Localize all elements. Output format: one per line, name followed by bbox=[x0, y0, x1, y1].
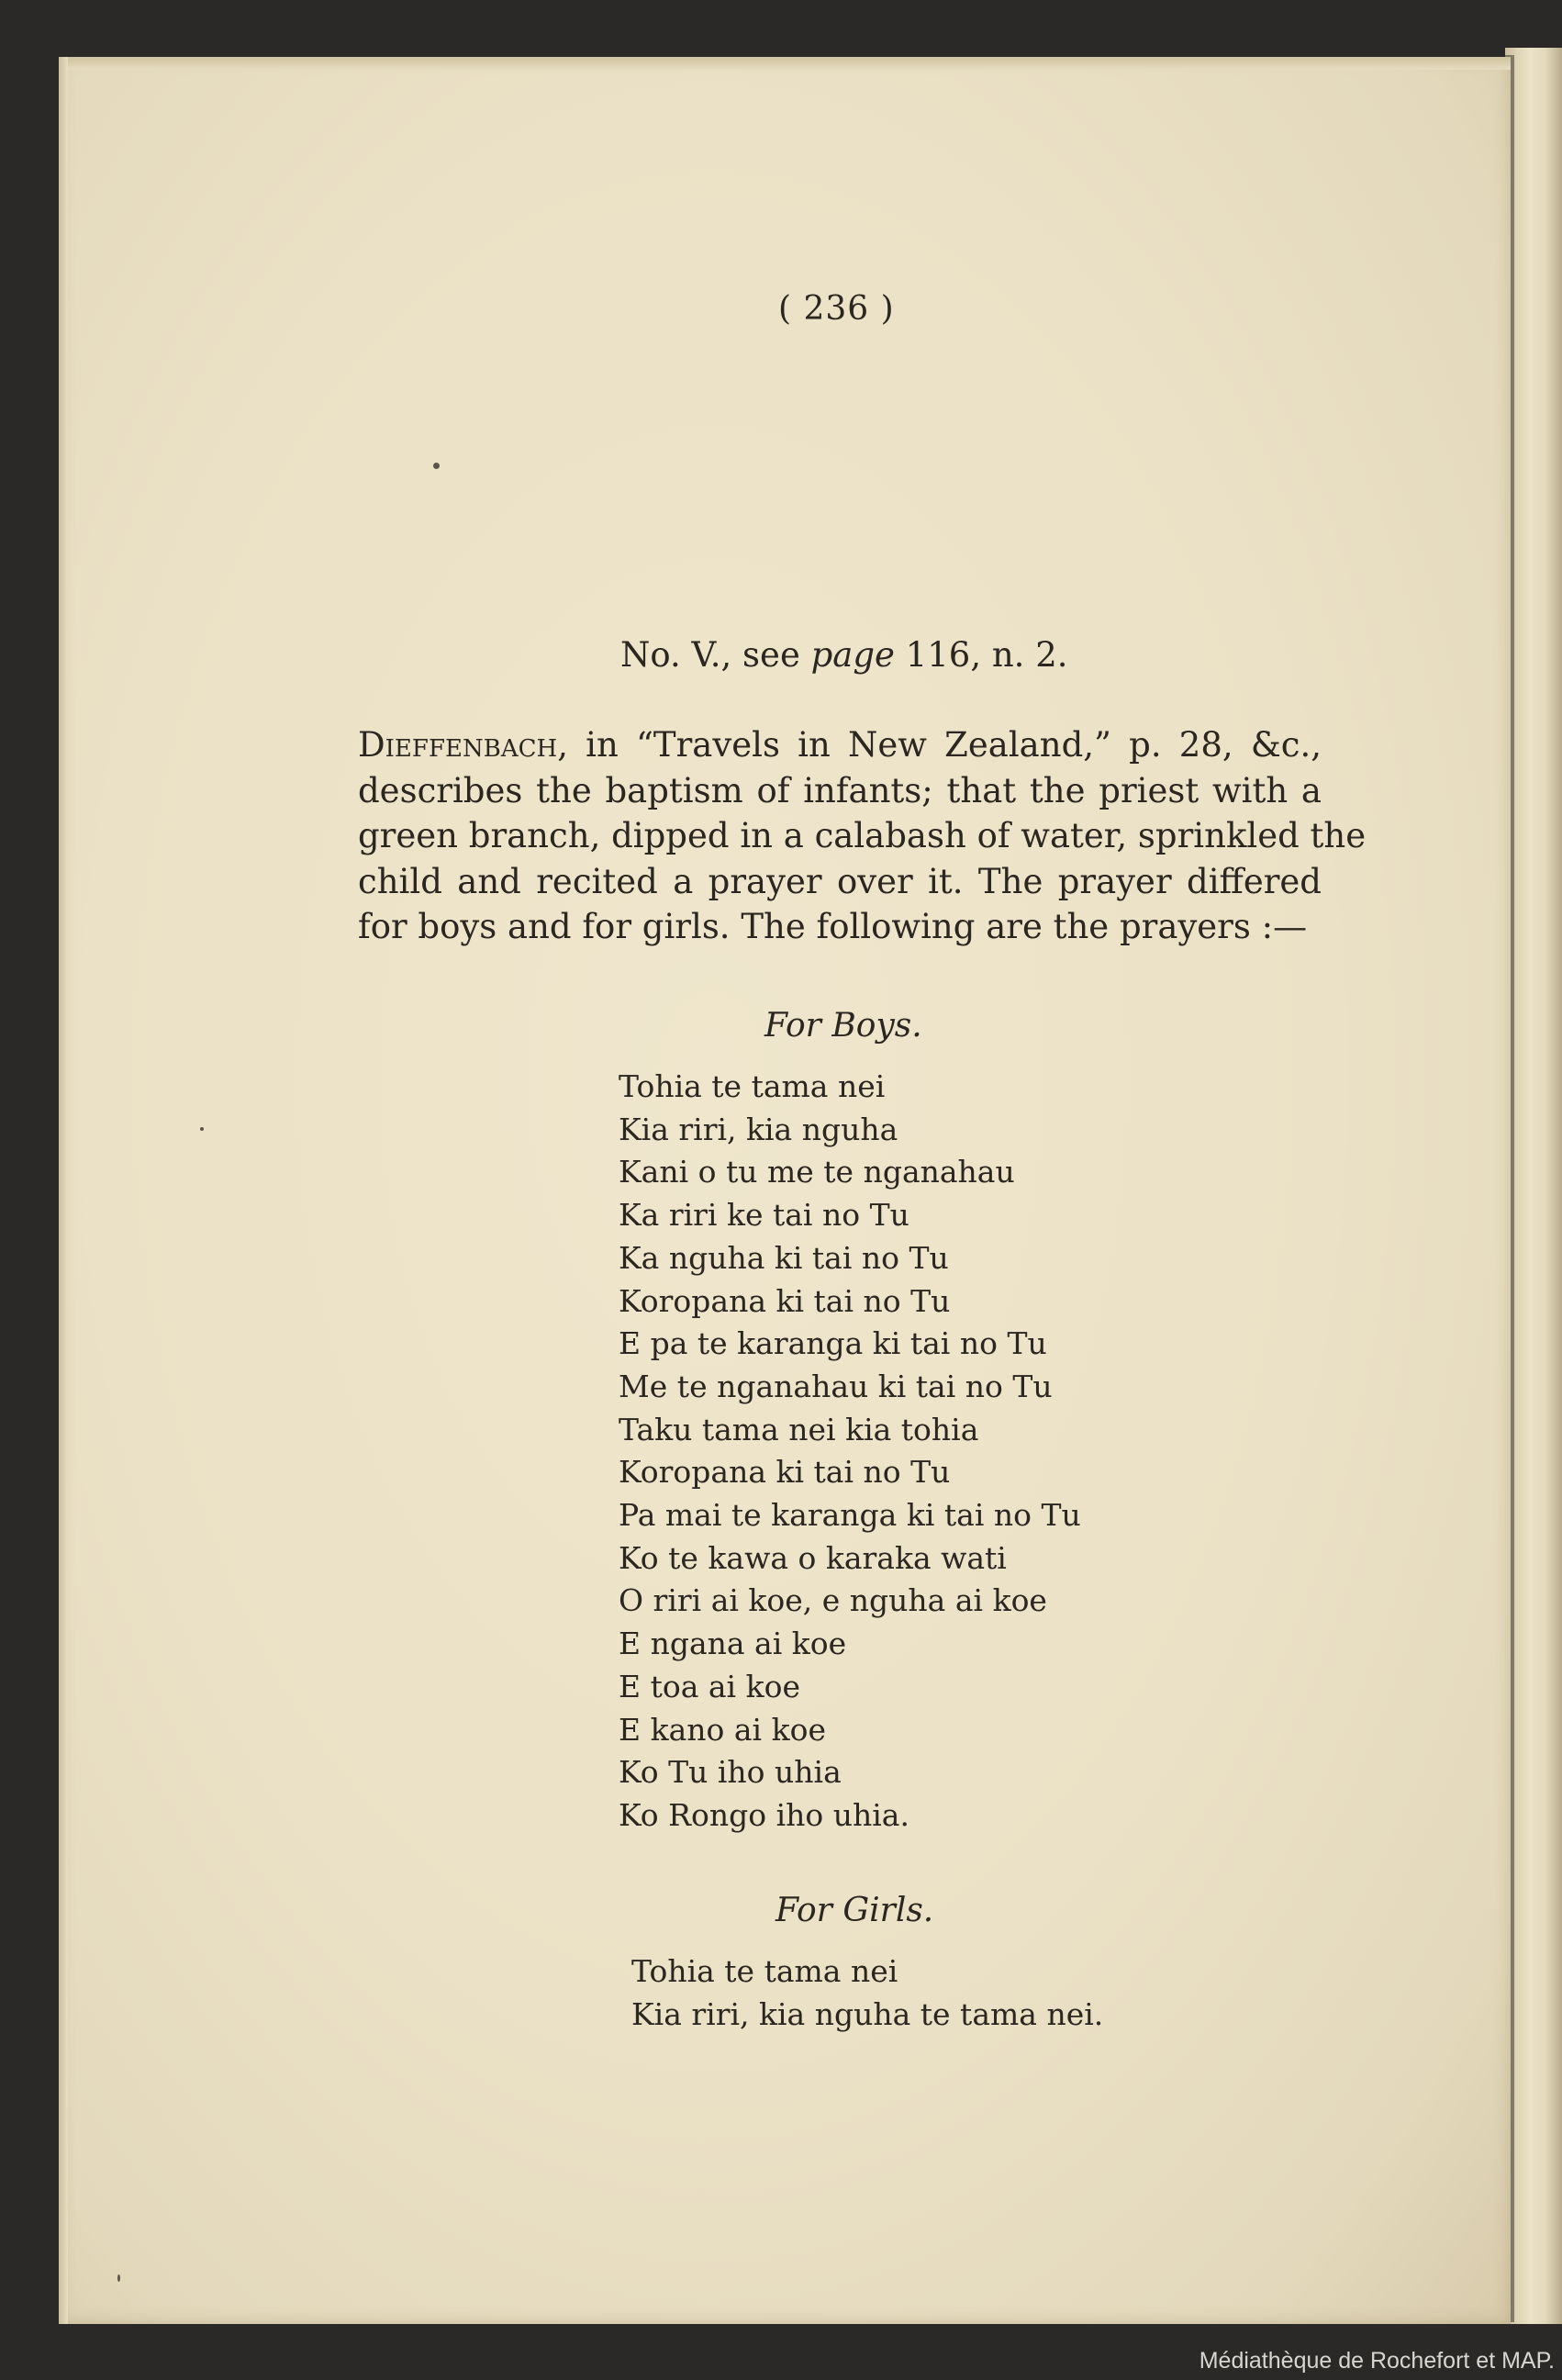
heading-italic: page bbox=[810, 635, 895, 675]
prayer-line: Pa mai te karanga ki tai no Tu bbox=[619, 1497, 1081, 1534]
library-watermark: Médiathèque de Rochefort et MAP. bbox=[1199, 2348, 1555, 2374]
paper-speck bbox=[200, 1127, 204, 1131]
author-name: Dieffenbach bbox=[358, 725, 558, 765]
prayer-line: Kia riri, kia nguha bbox=[619, 1111, 898, 1147]
prayer-line: Me te nganahau ki tai no Tu bbox=[619, 1368, 1053, 1404]
heading-prefix: No. V., see bbox=[620, 635, 811, 675]
intro-line: describes the baptism of infants; that the priest with a bbox=[358, 770, 1322, 810]
intro-line: green branch, dipped in a calabash of water, sprinkled the bbox=[358, 816, 1367, 855]
boys-subheading: For Boys. bbox=[764, 1007, 922, 1045]
intro-paragraph bbox=[358, 722, 1367, 950]
prayer-line: Taku tama nei kia tohia bbox=[619, 1411, 979, 1447]
boys-prayer bbox=[619, 1066, 1081, 1838]
intro-line-text: , in “Travels in New Zealand,” p. 28, &c., bbox=[557, 725, 1322, 765]
prayer-line: Kia riri, kia nguha te tama nei. bbox=[631, 1995, 1104, 2032]
prayer-line: O riri ai koe, e nguha ai koe bbox=[619, 1582, 1047, 1619]
prayer-line: Ka nguha ki tai no Tu bbox=[619, 1239, 949, 1276]
girls-prayer bbox=[631, 1950, 1103, 2036]
prayer-line: Kani o tu me te nganahau bbox=[619, 1154, 1015, 1190]
prayer-line: Ko Rongo iho uhia. bbox=[619, 1796, 909, 1833]
section-heading bbox=[620, 635, 1068, 675]
intro-line: for boys and for girls. The following are the prayers :— bbox=[358, 907, 1308, 946]
heading-suffix: 116, n. 2. bbox=[894, 635, 1068, 675]
prayer-line: E ngana ai koe bbox=[619, 1626, 847, 1662]
paper-speck bbox=[117, 2274, 120, 2282]
prayer-line: Tohia te tama nei bbox=[619, 1068, 886, 1104]
prayer-line: Ko te kawa o karaka wati bbox=[619, 1539, 1007, 1576]
prayer-line: Koropana ki tai no Tu bbox=[619, 1282, 951, 1319]
prayer-line: Ka riri ke tai no Tu bbox=[619, 1197, 909, 1234]
paper-speck bbox=[433, 463, 440, 469]
prayer-line: E pa te karanga ki tai no Tu bbox=[619, 1325, 1047, 1362]
prayer-line: E toa ai koe bbox=[619, 1668, 800, 1704]
intro-line: child and recited a prayer over it. The prayer differed bbox=[358, 861, 1322, 901]
intro-line bbox=[358, 722, 1322, 768]
prayer-line: E kano ai koe bbox=[619, 1711, 826, 1748]
prayer-line: Tohia te tama nei bbox=[631, 1953, 898, 1989]
girls-subheading: For Girls. bbox=[775, 1892, 934, 1929]
prayer-line: Ko Tu iho uhia bbox=[619, 1754, 842, 1791]
page-number: ( 236 ) bbox=[778, 290, 895, 328]
prayer-line: Koropana ki tai no Tu bbox=[619, 1454, 951, 1491]
